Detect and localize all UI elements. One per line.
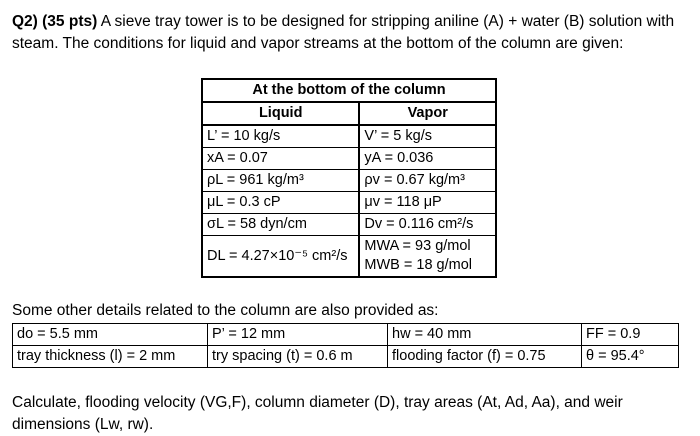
liquid-header: Liquid	[203, 102, 360, 125]
details-lead: Some other details related to the column are also provided as:	[12, 302, 439, 319]
liquid-flow: L’ = 10 kg/s	[203, 125, 360, 148]
table-row	[203, 170, 496, 192]
table-row	[203, 236, 496, 277]
mw-water: MWB = 18 g/mol	[364, 257, 472, 273]
mw-aniline: MWA = 93 g/mol	[364, 238, 471, 254]
table-title: At the bottom of the column	[203, 80, 496, 103]
vapor-header: Vapor	[359, 102, 495, 125]
task-statement: Calculate, flooding velocity (VG,F), column diameter (D), tray areas (At, Ad, Aa), and weir dimensions (Lw, rw).	[12, 394, 623, 433]
liquid-diffusivity: DL = 4.27×10⁻⁵ cm²/s	[203, 236, 360, 277]
table-row	[203, 214, 496, 236]
table-row	[13, 324, 679, 346]
table-row	[203, 125, 496, 148]
question-text: A sieve tray tower is to be designed for stripping aniline (A) + water (B) solution with steam. The conditions for liquid and vapor streams at the bottom of the column are given:	[12, 13, 675, 52]
bottom-conditions-table	[202, 79, 496, 277]
theta-value: θ = 95.4°	[582, 346, 679, 368]
liquid-surface-tension: σL = 58 dyn/cm	[203, 214, 360, 236]
question-label: Q2) (35 pts)	[12, 13, 98, 30]
molecular-weights	[359, 236, 495, 277]
hole-diameter: do = 5.5 mm	[13, 324, 208, 346]
problem-statement	[12, 11, 696, 55]
vapor-viscosity: μv = 118 μP	[359, 192, 495, 214]
tray-spacing: try spacing (t) = 0.6 m	[208, 346, 388, 368]
weir-height: hw = 40 mm	[388, 324, 582, 346]
vapor-mole-fraction: yA = 0.036	[359, 148, 495, 170]
liquid-mole-fraction: xA = 0.07	[203, 148, 360, 170]
tray-thickness: tray thickness (l) = 2 mm	[13, 346, 208, 368]
pitch: P’ = 12 mm	[208, 324, 388, 346]
table-row	[203, 148, 496, 170]
vapor-flow: V’ = 5 kg/s	[359, 125, 495, 148]
column-details-table	[12, 323, 679, 368]
table-row	[203, 192, 496, 214]
liquid-density: ρL = 961 kg/m³	[203, 170, 360, 192]
liquid-viscosity: μL = 0.3 cP	[203, 192, 360, 214]
flooding-factor: flooding factor (f) = 0.75	[388, 346, 582, 368]
table-row	[13, 346, 679, 368]
vapor-diffusivity: Dv = 0.116 cm²/s	[359, 214, 495, 236]
vapor-density: ρv = 0.67 kg/m³	[359, 170, 495, 192]
ff-value: FF = 0.9	[582, 324, 679, 346]
